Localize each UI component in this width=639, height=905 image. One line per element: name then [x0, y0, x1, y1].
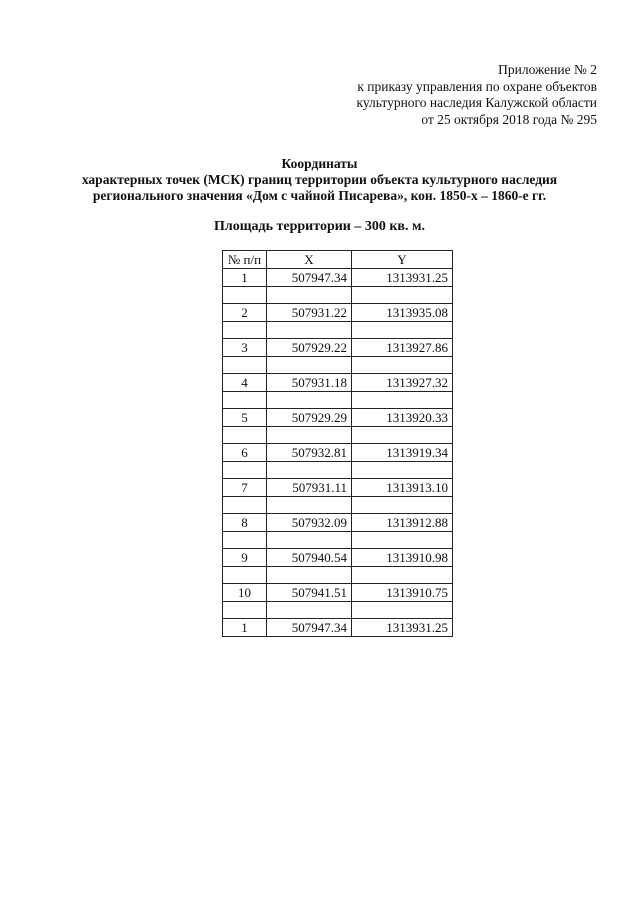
empty-cell — [267, 427, 352, 444]
empty-cell — [267, 497, 352, 514]
empty-cell — [223, 532, 267, 549]
point-number-cell: 8 — [223, 514, 267, 532]
empty-cell — [352, 322, 453, 339]
header-x: X — [267, 251, 352, 269]
table-row — [223, 444, 453, 462]
point-number-cell: 2 — [223, 304, 267, 322]
empty-cell — [223, 602, 267, 619]
table-spacer-row — [223, 602, 453, 619]
y-coordinate-cell: 1313931.25 — [352, 269, 453, 287]
x-coordinate-cell: 507932.09 — [267, 514, 352, 532]
heading-title: Координаты — [281, 156, 358, 171]
x-coordinate-cell: 507947.34 — [267, 619, 352, 637]
y-coordinate-cell: 1313935.08 — [352, 304, 453, 322]
empty-cell — [267, 602, 352, 619]
empty-cell — [352, 392, 453, 409]
header-y: Y — [352, 251, 453, 269]
y-coordinate-cell: 1313920.33 — [352, 409, 453, 427]
empty-cell — [223, 357, 267, 374]
appendix-authority: культурного наследия Калужской области — [356, 95, 597, 110]
appendix-order-ref: к приказу управления по охране объектов — [357, 78, 597, 94]
point-number-cell: 1 — [223, 269, 267, 287]
point-number-cell: 6 — [223, 444, 267, 462]
empty-cell — [352, 427, 453, 444]
y-coordinate-cell: 1313910.75 — [352, 584, 453, 602]
empty-cell — [223, 567, 267, 584]
empty-cell — [267, 567, 352, 584]
table-spacer-row — [223, 462, 453, 479]
y-coordinate-cell: 1313913.10 — [352, 479, 453, 497]
table-spacer-row — [223, 567, 453, 584]
point-number-cell: 10 — [223, 584, 267, 602]
point-number-cell: 4 — [223, 374, 267, 392]
y-coordinate-cell: 1313919.34 — [352, 444, 453, 462]
empty-cell — [267, 392, 352, 409]
table-row — [223, 339, 453, 357]
header-number: № п/п — [223, 251, 267, 269]
point-number-cell: 3 — [223, 339, 267, 357]
table-row — [223, 304, 453, 322]
y-coordinate-cell: 1313912.88 — [352, 514, 453, 532]
point-number-cell: 5 — [223, 409, 267, 427]
empty-cell — [267, 322, 352, 339]
empty-cell — [267, 532, 352, 549]
empty-cell — [223, 497, 267, 514]
y-coordinate-cell: 1313931.25 — [352, 619, 453, 637]
empty-cell — [352, 532, 453, 549]
heading-subtitle-line1: характерных точек (МСК) границ территории объекта культурного наследия — [81, 172, 558, 187]
table-spacer-row — [223, 287, 453, 304]
empty-cell — [352, 357, 453, 374]
document-heading — [0, 156, 639, 204]
table-row — [223, 619, 453, 637]
empty-cell — [352, 567, 453, 584]
coordinates-body — [223, 269, 453, 637]
point-number-cell: 7 — [223, 479, 267, 497]
empty-cell — [223, 392, 267, 409]
empty-cell — [223, 322, 267, 339]
table-row — [223, 409, 453, 427]
x-coordinate-cell: 507929.29 — [267, 409, 352, 427]
empty-cell — [223, 462, 267, 479]
y-coordinate-cell: 1313910.98 — [352, 549, 453, 567]
table-row — [223, 514, 453, 532]
empty-cell — [352, 287, 453, 304]
point-number-cell: 9 — [223, 549, 267, 567]
empty-cell — [267, 357, 352, 374]
table-row — [223, 374, 453, 392]
coordinates-table — [222, 250, 453, 637]
empty-cell — [267, 287, 352, 304]
appendix-number: Приложение № 2 — [498, 62, 597, 77]
x-coordinate-cell: 507932.81 — [267, 444, 352, 462]
x-coordinate-cell: 507929.22 — [267, 339, 352, 357]
point-number-cell: 1 — [223, 619, 267, 637]
empty-cell — [223, 287, 267, 304]
heading-subtitle-line2: регионального значения «Дом с чайной Писарева», кон. 1850-х – 1860-е гг. — [92, 188, 547, 203]
table-spacer-row — [223, 392, 453, 409]
appendix-note — [356, 62, 597, 128]
table-row — [223, 584, 453, 602]
table-spacer-row — [223, 357, 453, 374]
table-row — [223, 269, 453, 287]
table-row — [223, 479, 453, 497]
table-header-row — [223, 251, 453, 269]
y-coordinate-cell: 1313927.32 — [352, 374, 453, 392]
x-coordinate-cell: 507940.54 — [267, 549, 352, 567]
empty-cell — [352, 462, 453, 479]
table-row — [223, 549, 453, 567]
table-spacer-row — [223, 497, 453, 514]
x-coordinate-cell: 507931.18 — [267, 374, 352, 392]
x-coordinate-cell: 507941.51 — [267, 584, 352, 602]
appendix-date: от 25 октября 2018 года № 295 — [421, 111, 597, 127]
empty-cell — [352, 602, 453, 619]
empty-cell — [267, 462, 352, 479]
table-spacer-row — [223, 322, 453, 339]
empty-cell — [352, 497, 453, 514]
table-spacer-row — [223, 532, 453, 549]
x-coordinate-cell: 507931.22 — [267, 304, 352, 322]
empty-cell — [223, 427, 267, 444]
y-coordinate-cell: 1313927.86 — [352, 339, 453, 357]
territory-area: Площадь территории – 300 кв. м. — [213, 219, 426, 234]
table-spacer-row — [223, 427, 453, 444]
x-coordinate-cell: 507947.34 — [267, 269, 352, 287]
x-coordinate-cell: 507931.11 — [267, 479, 352, 497]
